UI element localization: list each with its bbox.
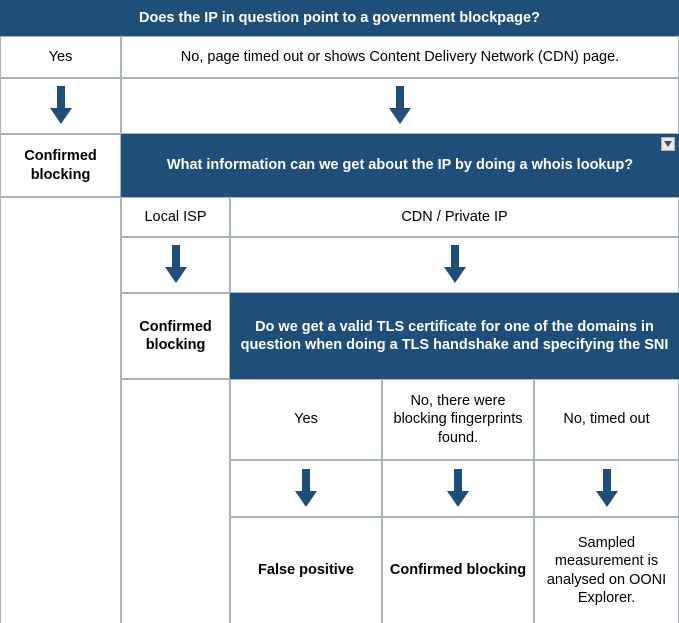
question-2-whois: What information can we get about the IP by doing a whois lookup?: [121, 134, 679, 197]
scroll-down-icon: [664, 141, 672, 147]
outcome-confirmed-blocking-3: Confirmed blocking: [382, 517, 534, 623]
arrow-cell-no: [121, 78, 679, 134]
empty-left-column: [0, 197, 121, 623]
answer-cdn-private-ip: CDN / Private IP: [230, 197, 679, 237]
answer-tls-yes: Yes: [230, 379, 382, 460]
outcome-confirmed-blocking-1: Confirmed blocking: [0, 134, 121, 197]
outcome-confirmed-blocking-2: Confirmed blocking: [121, 293, 230, 379]
answer-no-timeout-cdn: No, page timed out or shows Content Delivery Network (CDN) page.: [121, 36, 679, 78]
down-arrow-icon: [163, 245, 189, 285]
arrow-cell-tls-timeout: [534, 460, 679, 517]
answer-tls-timeout: No, timed out: [534, 379, 679, 460]
empty-second-column: [121, 379, 230, 623]
down-arrow-icon: [442, 245, 468, 285]
arrow-cell-tls-yes: [230, 460, 382, 517]
arrow-cell-local-isp: [121, 237, 230, 293]
down-arrow-icon: [293, 469, 319, 509]
outcome-false-positive: False positive: [230, 517, 382, 623]
outcome-ooni-explorer: Sampled measurement is analysed on OONI Explorer.: [534, 517, 679, 623]
arrow-cell-tls-fingerprints: [382, 460, 534, 517]
question-3-tls-certificate: Do we get a valid TLS certificate for one of the domains in question when doing a TLS handshake and specifying the SNI: [230, 293, 679, 379]
arrow-cell-cdn: [230, 237, 679, 293]
down-arrow-icon: [594, 469, 620, 509]
answer-local-isp: Local ISP: [121, 197, 230, 237]
scroll-down-button[interactable]: [661, 137, 675, 151]
down-arrow-icon: [445, 469, 471, 509]
answer-tls-fingerprints: No, there were blocking fingerprints found.: [382, 379, 534, 460]
down-arrow-icon: [387, 86, 413, 126]
arrow-cell-yes: [0, 78, 121, 134]
answer-yes: Yes: [0, 36, 121, 78]
down-arrow-icon: [48, 86, 74, 126]
question-1-blockpage: Does the IP in question point to a government blockpage?: [0, 0, 679, 36]
